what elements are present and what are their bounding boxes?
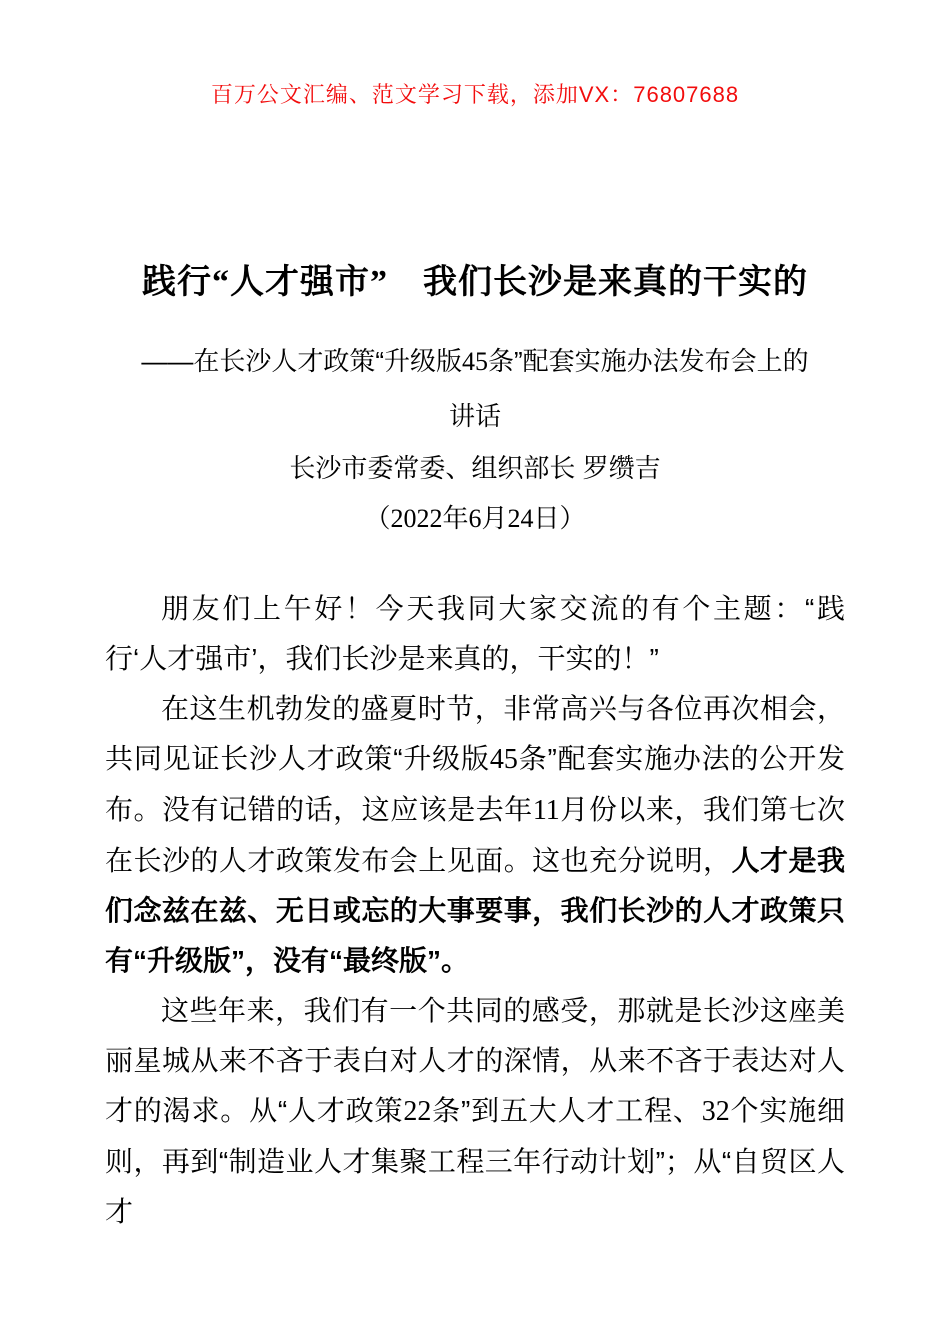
body-paragraphs (105, 584, 845, 1237)
document-subtitle (105, 334, 845, 443)
latin-text: 45 (489, 744, 518, 775)
latin-text: 24 (507, 504, 534, 533)
paragraph-segment: 在这生机勃发的盛夏时节，非常高兴与各位再次相会，共同见证长沙人才政策“升级版45条”配套实施办法的公开发布。没有记错的话，这应该是去年11月份以来，我们第七次在长沙的人才政策发布会上见面。这也充分说明， (105, 693, 846, 876)
latin-text: 6 (468, 504, 482, 533)
paragraph-segment-bold: 人才是我们念兹在兹、无日或忘的大事要事，我们长沙的人才政策只有“升级版”，没有“最终版”。 (105, 845, 845, 976)
document-title: 践行“人才强市” 我们长沙是来真的干实的 (142, 264, 808, 301)
latin-text: 11 (532, 795, 560, 826)
date-line: （2022年6月24日） (364, 503, 586, 533)
paragraph-segment: 朋友们上午好！今天我同大家交流的有个主题：“践行‘人才强市’，我们长沙是来真的，干实的！” (105, 593, 845, 674)
paragraph (105, 684, 845, 986)
latin-text: 45 (462, 347, 488, 376)
subtitle-line-2: 讲话 (448, 401, 501, 431)
promo-banner: 百万公文汇编、范文学习下载，添加VX：76807688 (210, 82, 740, 107)
latin-text: 22 (403, 1096, 432, 1127)
paragraph (105, 986, 845, 1237)
author-line: 长沙市委常委、组织部长 罗缵吉 (289, 453, 661, 483)
latin-text: 32 (701, 1096, 730, 1127)
latin-text: 2022 (390, 504, 443, 533)
paragraph (105, 584, 845, 684)
paragraph-segment: 这些年来，我们有一个共同的感受，那就是长沙这座美丽星城从来不吝于表白对人才的深情，从来不吝于表达对人才的渴求。从“人才政策22条”到五大人才工程、32个实施细则，再到“制造业人才集聚工程三年行动计划”；从“自贸区人才 (105, 995, 846, 1227)
subtitle-line-1: ——在长沙人才政策“升级版45条”配套实施办法发布会上的 (141, 346, 809, 376)
